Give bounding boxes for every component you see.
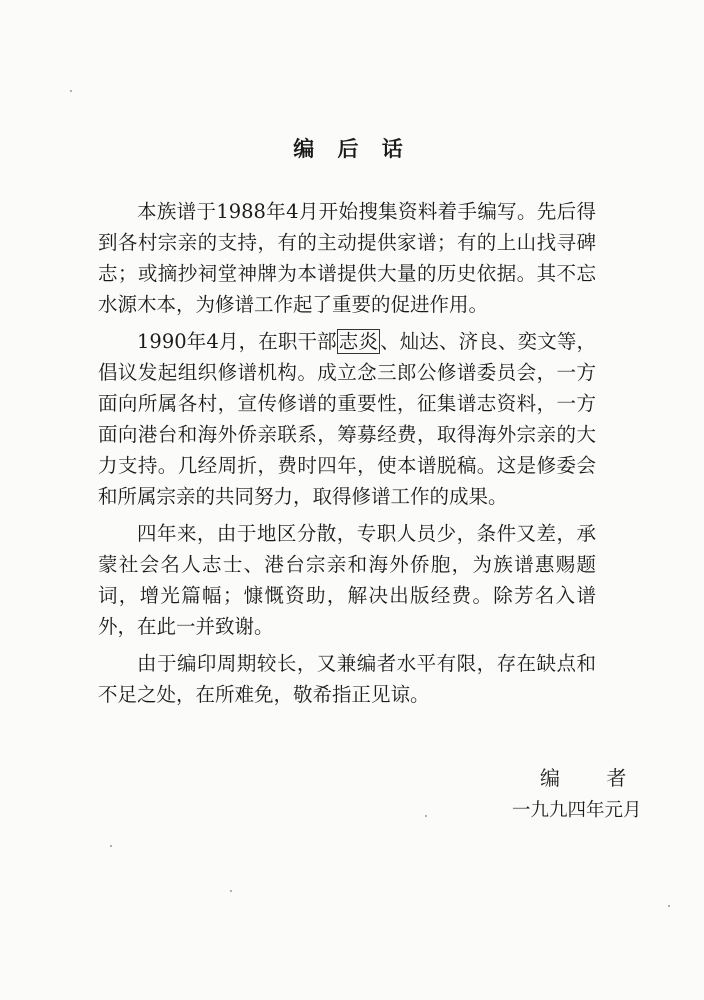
paragraph-2-text-start: 1990年4月，在职干部 <box>137 330 337 353</box>
paragraph-3-text: 四年来，由于地区分散，专职人员少，条件又差，承蒙社会名人志士、港台宗亲和海外侨胞，为族谱惠赐题词，增光篇幅；慷慨资助，解决出版经费。除芳名入谱外，在此一并致谢。 <box>98 522 596 638</box>
scan-speck <box>70 90 72 92</box>
boxed-name: 志炎 <box>338 330 379 353</box>
paragraph-1-text: 本族谱于1988年4月开始搜集资料着手编写。先后得到各村宗亲的支持，有的主动提供家谱；有的上山找寻碑志；或摘抄祠堂神牌为本谱提供大量的历史依据。其不忘水源木本，为修谱工作起了重要的促进作用。 <box>98 200 596 316</box>
scan-speck <box>668 905 670 907</box>
scan-speck <box>425 815 427 817</box>
paragraph-4 <box>98 648 596 710</box>
signature: 编 者 <box>540 766 647 790</box>
date-line: 一九九四年元月 <box>512 800 642 821</box>
paragraph-4-text: 由于编印周期较长，又兼编者水平有限，存在缺点和不足之处，在所难免，敬希指正见谅。 <box>98 652 596 706</box>
paragraph-2 <box>98 326 596 512</box>
scan-speck <box>110 845 112 847</box>
paragraph-3 <box>98 518 596 642</box>
paragraph-2-text-end: 、灿达、济良、奕文等，倡议发起组织修谱机构。成立念三郎公修谱委员会，一方面向所属各村，宣传修谱的重要性，征集谱志资料，一方面向港台和海外侨亲联系，筹募经费，取得海外宗亲的大力支持。几经周折，费时四年，使本谱脱稿。这是修委会和所属宗亲的共同努力，取得修谱工作的成果。 <box>98 330 596 508</box>
paragraph-1 <box>98 196 596 320</box>
scan-speck <box>230 890 232 892</box>
body-text <box>98 196 596 716</box>
page-title: 编 后 话 <box>293 137 411 161</box>
